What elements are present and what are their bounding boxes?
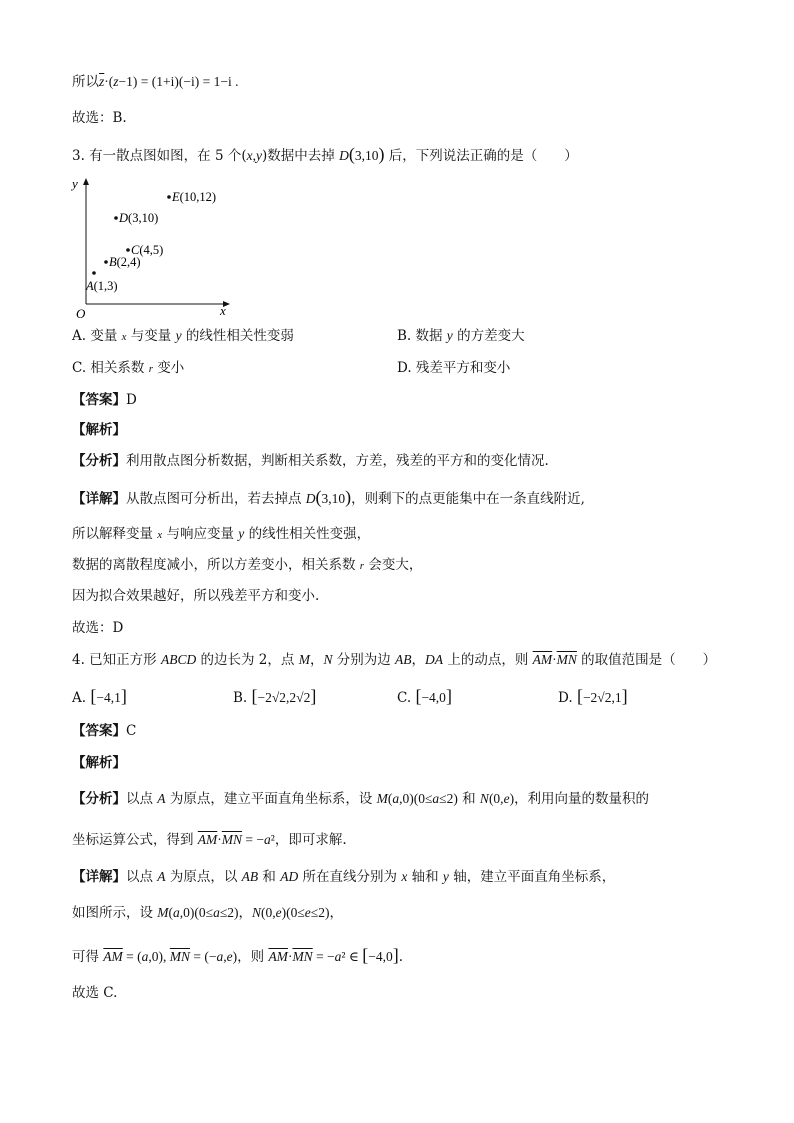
q4-option-b[interactable]: B. [−2√2,2√2] <box>233 686 317 706</box>
scatter-plot <box>68 170 238 320</box>
jiexi-3: 【解析】 <box>72 422 126 438</box>
scatter-point-label: C(4,5) <box>131 243 164 257</box>
scatter-point <box>167 195 171 199</box>
fenxi-4: 【分析】以点 A 为原点，建立平面直角坐标系，设 M(a,0)(0≤a≤2) 和 N(0,e)，利用向量的数量积的 <box>72 791 650 807</box>
xiangjie-3-line-3: 数据的离散程度减小，所以方差变小，相关系数 r 会变大， <box>72 557 423 573</box>
xiangjie-3-line-4: 因为拟合效果越好，所以残差平方和变小. <box>72 588 320 604</box>
xiangjie-3-line-2: 所以解释变量 x 与响应变量 y 的线性相关性变强， <box>72 526 371 542</box>
fenxi-4-line-2: 坐标运算公式，得到 $\overline{AM}\cdot\overline{MN} = -a^2$，即可求解. <box>72 832 347 848</box>
origin-label: O <box>76 306 86 320</box>
xiangjie-3: 【详解】从散点图可分析出，若去掉点 D(3,10)，则剩下的点更能集中在一条直线附近, <box>72 487 585 507</box>
q3-option-a[interactable]: A. 变量 x 与变量 y 的线性相关性变弱 <box>72 328 294 344</box>
text-line-1: 所以$\overline{z}\cdot(z-1) = (1+i)(-i) = 1-i$ . <box>72 74 239 90</box>
y-axis-label: y <box>72 176 78 191</box>
q3-option-c[interactable]: C. 相关系数 r 变小 <box>72 360 185 376</box>
jiexi-4: 【解析】 <box>72 755 126 771</box>
scatter-point <box>92 271 96 275</box>
q4-option-c[interactable]: C. [−4,0] <box>397 686 452 706</box>
scatter-point-label: A(1,3) <box>86 279 118 293</box>
scatter-point <box>114 216 118 220</box>
fenxi-3: 【分析】利用散点图分析数据，判断相关系数，方差，残差的平方和的变化情况. <box>72 453 549 469</box>
xiangjie-3-line-5: 故选：D <box>72 620 124 636</box>
text-line-2: 故选：B. <box>72 110 127 126</box>
q4-option-d[interactable]: D. [−2√2,1] <box>558 686 628 706</box>
answer-3: 【答案】D <box>72 392 137 408</box>
question-4: 4. 已知正方形 ABCD 的边长为 2，点 M，N 分别为边 AB，DA 上的动点，则 $\overline{AM}\cdot\overline{MN}$ 的取值范围是（ ） <box>72 652 717 668</box>
xiangjie-4: 【详解】以点 A 为原点，以 AB 和 AD 所在直线分别为 x 轴和 y 轴，建立平面直角坐标系， <box>72 869 616 885</box>
answer-4: 【答案】C <box>72 723 137 739</box>
scatter-point-label: D(3,10) <box>119 211 159 225</box>
scatter-point-label: B(2,4) <box>109 255 141 269</box>
q3-option-b[interactable]: B. 数据 y 的方差变大 <box>397 328 525 344</box>
x-axis-label: x <box>220 303 226 318</box>
scatter-point <box>104 260 108 264</box>
scatter-point-label: E(10,12) <box>172 190 217 204</box>
xiangjie-4-line-2: 如图所示，设 M(a,0)(0≤a≤2)，N(0,e)(0≤e≤2)， <box>72 905 343 921</box>
y-axis-arrow <box>83 178 89 185</box>
question-3: 3. 有一散点图如图，在 5 个(x,y)数据中去掉 D(3,10) 后，下列说法正确的是（ ） <box>72 144 578 164</box>
xiangjie-4-line-4: 故选 C. <box>72 985 118 1001</box>
scatter-point <box>126 248 130 252</box>
q4-option-a[interactable]: A. [−4,1] <box>72 686 127 706</box>
q3-option-d[interactable]: D. 残差平方和变小 <box>397 360 511 376</box>
xiangjie-4-line-3: 可得 $\overline{AM} = (a,0)$, $\overline{MN} = (-a,e)$，则 $\overline{AM}\cdot\overline{MN} = -a^2$ ∈ [−4,0]. <box>72 945 404 965</box>
